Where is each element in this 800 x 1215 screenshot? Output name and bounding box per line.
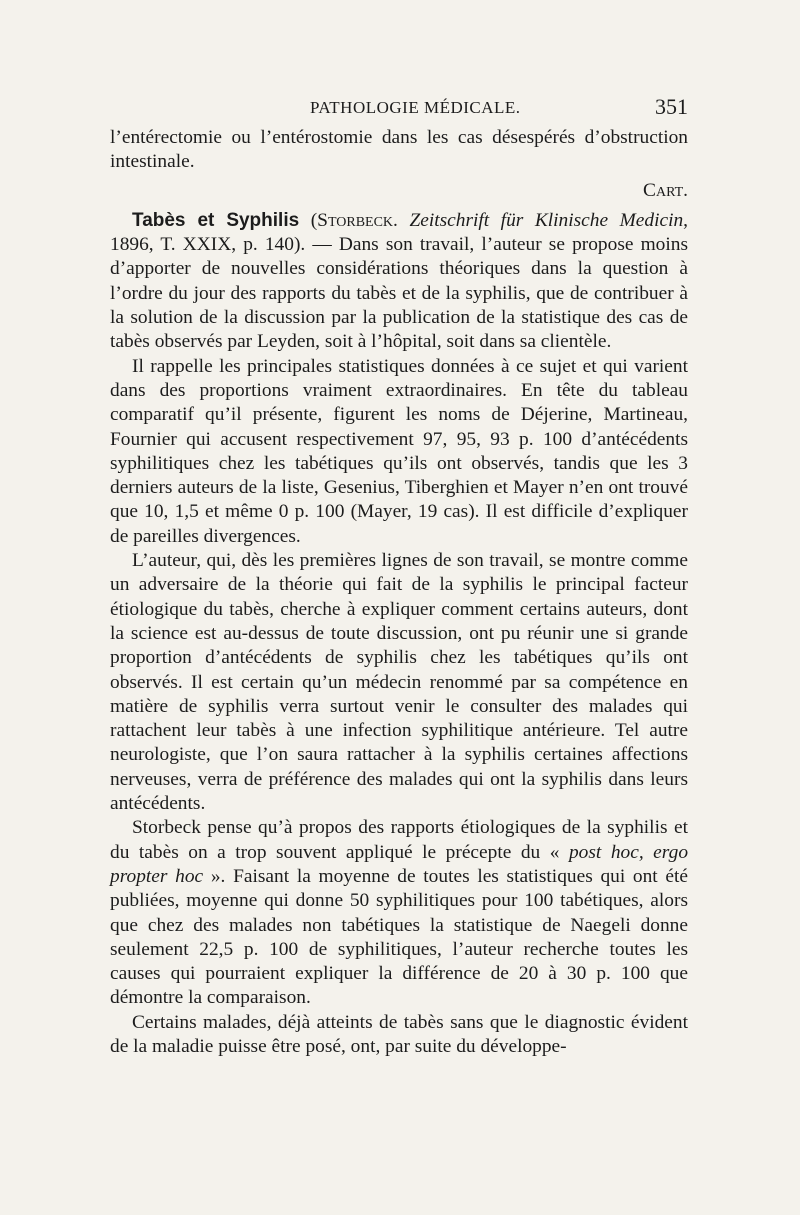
paragraph-final: Certains malades, déjà atteints de tabès sans que le diagnostic évident de la maladie puisse être posé, ont, par suite du développe- [110,1011,688,1057]
citation-author: Storbeck [317,209,394,231]
citation-journal: Zeitschrift für Klinische Medicin [409,209,684,231]
paragraph-text: , 1896, T. XXIX, p. 140). — Dans son travail, l’auteur se propose moins d’apporter de nouvelles considérations théoriques dans la question à l’ordre du jour des rapports du tabès et de la syphilis, que de contribuer à la solution de la discussion par la publication de la statistique des cas de tabès observés par Leyden, soit à l’hôpital, soit dans sa clientèle. [110,209,689,353]
paragraph-review-intro [110,209,688,355]
paragraph-text: Storbeck pense qu’à propos des rapports étiologiques de la syphilis et du tabès on a trop souvent appliqué le précepte du « [110,817,688,863]
running-head [110,96,688,122]
paragraph-continuation: l’entérectomie ou l’entérostomie dans les cas désespérés d’obstruction intestinale. [110,127,688,173]
paragraph-storbeck [110,816,688,1010]
paragraph-author-view: L’auteur, qui, dès les premières lignes de son travail, se montre comme un adversaire de la théorie qui fait de la syphilis le principal facteur étiologique du tabès, cherche à expliquer comment certains auteurs, dont la science est au-dessus de toute discussion, ont pu réunir une si grande proportion d’antécédents de syphilis chez les tabétiques qu’ils ont observés. Il est certain qu’un médecin renommé par sa compétence en matière de syphilis verra surtout venir le consulter des malades qui rattachent leur tabès à une infection syphilitique antérieure. Tel autre neurologiste, que l’on saura rattacher à la syphilis certaines affections nerveuses, verra de préférence des malades qui ont la syphilis dans leurs antécédents. [110,550,688,815]
paragraph-statistics: Il rappelle les principales statistiques données à ce sujet et qui varient dans des proportions vraiment extraordinaires. En tête du tableau comparatif qu’il présente, figurent les noms de Déjerine, Martineau, Fournier qui accusent respectivement 97, 95, 93 p. 100 d’antécédents syphilitiques chez les tabétiques qu’ils ont observés, tandis que les 3 derniers auteurs de la liste, Gesenius, Tiberghien et Mayer n’en ont trouvé que 10, 1,5 et même 0 p. 100 (Mayer, 19 cas). Il est difficile d’expliquer de pareilles divergences. [110,355,688,547]
citation-open-paren: ( [299,209,318,231]
citation-separator: . [393,209,410,231]
page-number: 351 [655,94,688,119]
latin-phrase: post hoc, ergo propter hoc [110,841,689,887]
running-title: PATHOLOGIE MÉDICALE. [310,98,521,117]
signature: Cart. [643,179,688,201]
body-text [110,126,688,1059]
article-title: Tabès et Syphilis [132,209,300,231]
paragraph-text: ». Faisant la moyenne de toutes les statistiques qui ont été publiées, moyenne qui donne 50 syphilitiques pour 100 tabétiques, alors que chez des malades non tabétiques la statistique de Naegeli donne seulement 22,5 p. 100 de syphilitiques, l’auteur recherche toutes les causes qui pourraient expliquer la différence de 20 à 30 p. 100 que démontre la comparaison. [110,865,688,1009]
